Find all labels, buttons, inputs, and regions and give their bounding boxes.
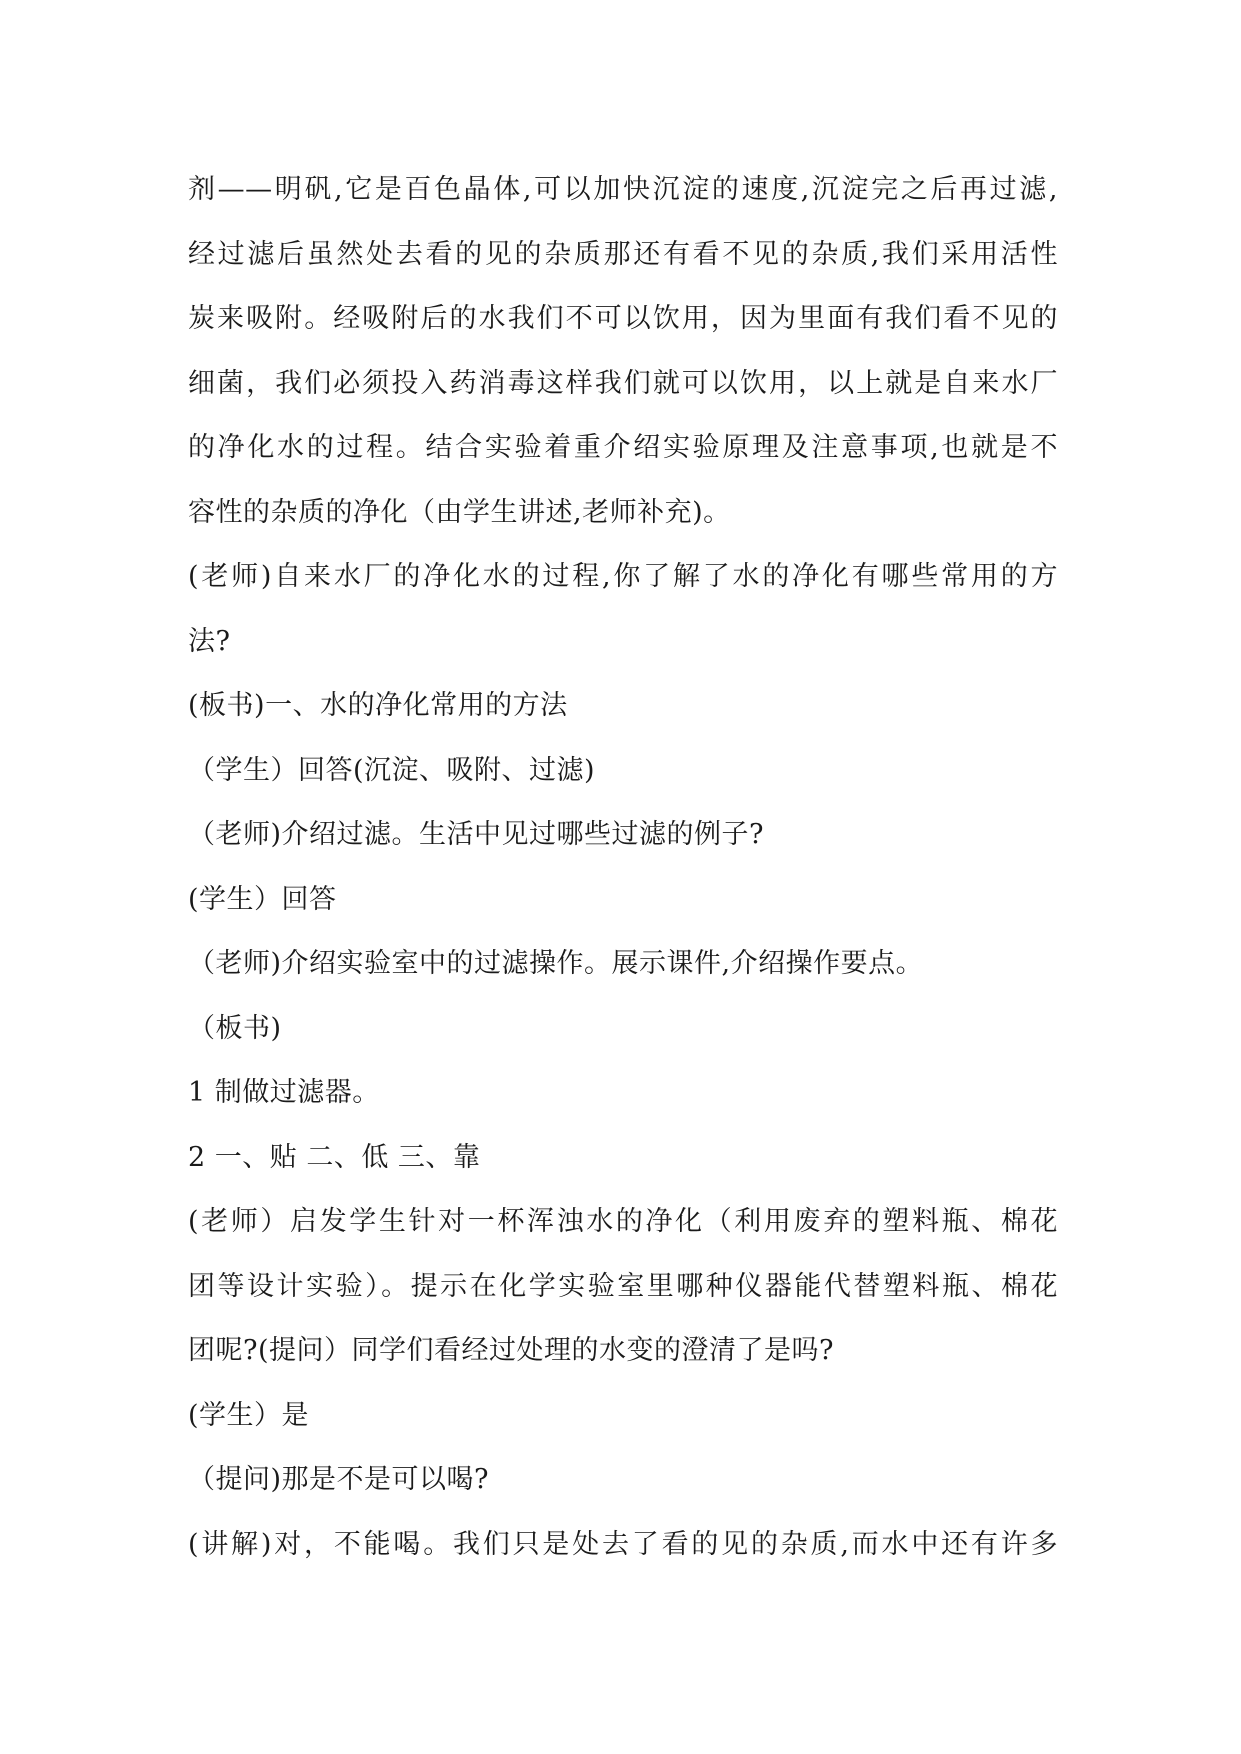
- text-line-5: 的净化水的过程。结合实验着重介绍实验原理及注意事项,也就是不: [188, 432, 1058, 463]
- text-line-10: （学生）回答(沉淀、吸附、过滤): [188, 754, 596, 786]
- text-line-13: （老师)介绍实验室中的过滤操作。展示课件,介绍操作要点。: [188, 948, 924, 979]
- text-line-15: 1 制做过滤器。: [188, 1077, 380, 1108]
- text-line-2: 经过滤后虽然处去看的见的杂质那还有看不见的杂质,我们采用活性: [188, 238, 1058, 270]
- text-line-8: 法?: [188, 625, 231, 657]
- body-text: [188, 158, 1058, 1577]
- text-line-20: (学生）是: [188, 1399, 310, 1431]
- text-line-4: 细菌，我们必须投入药消毒这样我们就可以饮用，以上就是自来水厂: [188, 367, 1058, 399]
- text-line-9: (板书)一、水的净化常用的方法: [188, 690, 568, 721]
- text-line-1: 剂——明矾,它是百色晶体,可以加快沉淀的速度,沉淀完之后再过滤,: [188, 174, 1058, 205]
- text-line-22: (讲解)对，不能喝。我们只是处去了看的见的杂质,而水中还有许多: [188, 1528, 1058, 1560]
- text-line-3: 炭来吸附。经吸附后的水我们不可以饮用，因为里面有我们看不见的: [188, 303, 1058, 334]
- text-line-11: （老师)介绍过滤。生活中见过哪些过滤的例子?: [188, 819, 765, 850]
- text-line-18: 团等设计实验）。提示在化学实验室里哪种仪器能代替塑料瓶、棉花: [188, 1270, 1058, 1302]
- text-line-16: 2 一、贴 二、低 三、靠: [188, 1141, 481, 1173]
- text-line-17: (老师）启发学生针对一杯浑浊水的净化（利用废弃的塑料瓶、棉花: [188, 1206, 1058, 1237]
- text-line-21: （提问)那是不是可以喝?: [188, 1464, 490, 1495]
- text-line-14: （板书): [188, 1012, 282, 1044]
- text-line-19: 团呢?(提问）同学们看经过处理的水变的澄清了是吗?: [188, 1335, 834, 1366]
- text-line-6: 容性的杂质的净化（由学生讲述,老师补充)。: [188, 496, 731, 528]
- text-line-7: (老师)自来水厂的净化水的过程,你了解了水的净化有哪些常用的方: [188, 561, 1058, 592]
- text-line-12: (学生）回答: [188, 883, 337, 915]
